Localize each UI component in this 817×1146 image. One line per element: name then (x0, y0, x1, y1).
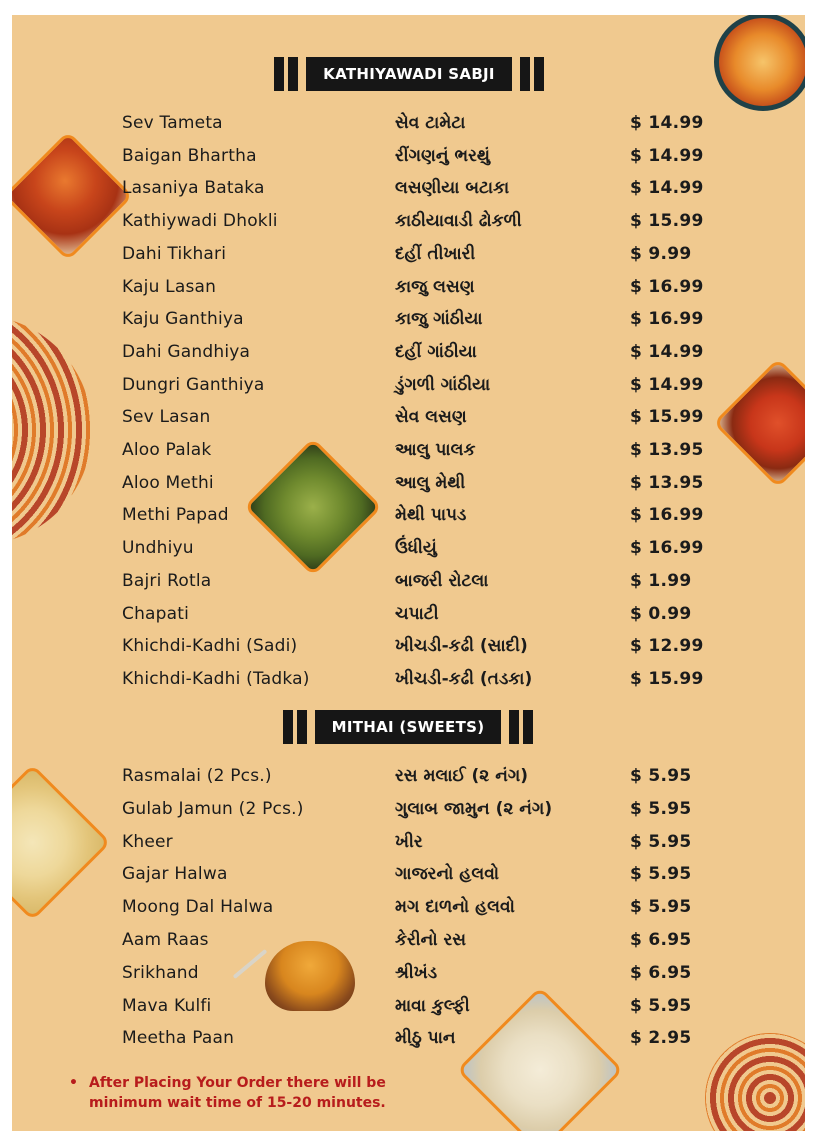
curry-bowl-photo (714, 15, 805, 111)
item-name-gujarati: ચપાટી (395, 603, 439, 624)
menu-item-row (12, 342, 805, 375)
item-name-gujarati: લસણીયા બટાકા (395, 178, 510, 199)
item-name-english: Baigan Bhartha (122, 145, 257, 166)
item-name-gujarati: બાજરી રોટલા (395, 570, 489, 591)
item-price: $ 15.99 (630, 211, 704, 232)
title-bar-decoration (509, 710, 519, 744)
item-name-gujarati: શ્રીખંડ (395, 962, 438, 983)
menu-item-row (12, 538, 805, 571)
item-price: $ 14.99 (630, 341, 704, 362)
item-name-gujarati: કેરીનો રસ (395, 930, 467, 950)
item-price: $ 16.99 (630, 276, 704, 297)
title-bar-decoration (283, 710, 293, 744)
menu-page (12, 15, 805, 1131)
item-name-gujarati: કાઠીયાવાડી ઢોકળી (395, 211, 522, 232)
item-name-english: Aloo Palak (122, 440, 212, 460)
item-name-gujarati: રીંગણનું ભરથું (395, 145, 490, 166)
title-bar-decoration (534, 57, 544, 91)
section-heading: KATHIYAWADI SABJI (306, 57, 512, 91)
item-name-english: Kathiywadi Dhokli (122, 211, 278, 232)
item-name-english: Lasaniya Bataka (122, 178, 265, 199)
item-price: $ 5.95 (630, 897, 692, 918)
item-name-english: Dahi Gandhiya (122, 341, 251, 362)
item-name-gujarati: મેથી પાપડ (395, 505, 467, 526)
menu-item-row (12, 636, 805, 669)
title-bar-decoration (523, 710, 533, 744)
item-price: $ 14.99 (630, 145, 704, 166)
item-price: $ 14.99 (630, 374, 704, 395)
item-name-english: Gajar Halwa (122, 864, 228, 885)
item-name-english: Rasmalai (2 Pcs.) (122, 766, 272, 786)
item-name-english: Mava Kulfi (122, 995, 212, 1016)
menu-item-row (12, 604, 805, 637)
menu-item-row (12, 799, 805, 832)
section-title-sabji (248, 57, 570, 91)
item-name-english: Meetha Paan (122, 1028, 235, 1049)
item-name-english: Dungri Ganthiya (122, 374, 265, 395)
menu-item-row (12, 766, 805, 799)
item-name-gujarati: દહીં ગાંઠીયા (395, 341, 477, 362)
menu-item-row (12, 277, 805, 310)
item-name-gujarati: સેવ ટામેટા (395, 113, 466, 133)
item-name-gujarati: કાજુ લસણ (395, 276, 475, 297)
note-text: After Placing Your Order there will be minimum wait time of 15-20 minutes. (89, 1075, 386, 1111)
title-bar-decoration (297, 710, 307, 744)
item-name-gujarati: ગાજરનો હલવો (395, 864, 500, 885)
item-price: $ 0.99 (630, 603, 692, 624)
item-name-english: Srikhand (122, 962, 199, 983)
item-name-gujarati: મીઠુ પાન (395, 1028, 456, 1049)
menu-item-row (12, 963, 805, 996)
item-price: $ 16.99 (630, 309, 704, 330)
item-name-gujarati: ખીચડી-કઢી (સાદી) (395, 636, 528, 657)
item-name-gujarati: દહીં તીખારી (395, 243, 476, 264)
item-price: $ 6.95 (630, 962, 692, 983)
item-name-gujarati: ખીર (395, 831, 423, 852)
menu-item-row (12, 146, 805, 179)
item-price: $ 16.99 (630, 505, 704, 526)
menu-item-row (12, 244, 805, 277)
order-wait-note (69, 1073, 429, 1113)
menu-item-row (12, 113, 805, 146)
item-name-gujarati: ગુલાબ જામુન (૨ નંગ) (395, 798, 553, 819)
item-name-english: Kaju Lasan (122, 276, 217, 297)
item-price: $ 5.95 (630, 766, 692, 786)
item-name-english: Aloo Methi (122, 472, 214, 493)
item-price: $ 9.99 (630, 243, 692, 264)
menu-item-row (12, 864, 805, 897)
item-name-gujarati: મગ દાળનો હલવો (395, 897, 515, 918)
item-price: $ 5.95 (630, 831, 692, 852)
title-bar-decoration (274, 57, 284, 91)
item-name-english: Aam Raas (122, 930, 209, 950)
bullet-icon: • (69, 1075, 78, 1091)
item-name-gujarati: આલુ પાલક (395, 440, 476, 460)
item-price: $ 14.99 (630, 113, 704, 133)
menu-item-row (12, 211, 805, 244)
item-name-english: Moong Dal Halwa (122, 897, 274, 918)
item-price: $ 13.95 (630, 440, 704, 460)
section-heading: MITHAI (SWEETS) (315, 710, 502, 744)
item-name-english: Bajri Rotla (122, 570, 212, 591)
item-name-english: Khichdi-Kadhi (Tadka) (122, 668, 310, 689)
menu-item-row (12, 407, 805, 440)
section-title-mithai (260, 710, 556, 744)
item-name-english: Sev Lasan (122, 407, 211, 428)
menu-item-row (12, 1028, 805, 1061)
menu-item-row (12, 897, 805, 930)
item-name-english: Kaju Ganthiya (122, 309, 244, 330)
item-name-english: Sev Tameta (122, 113, 223, 133)
item-name-gujarati: માવા કુલ્ફી (395, 995, 470, 1016)
item-price: $ 12.99 (630, 636, 704, 657)
menu-item-row (12, 571, 805, 604)
item-price: $ 5.95 (630, 798, 692, 819)
item-price: $ 6.95 (630, 930, 692, 950)
item-price: $ 5.95 (630, 864, 692, 885)
menu-item-row (12, 669, 805, 702)
item-price: $ 5.95 (630, 995, 692, 1016)
item-name-gujarati: કાજુ ગાંઠીયા (395, 309, 483, 330)
item-name-gujarati: આલુ મેથી (395, 472, 466, 493)
item-price: $ 1.99 (630, 570, 692, 591)
item-name-gujarati: ઉંધીયું (395, 538, 437, 559)
item-price: $ 15.99 (630, 407, 704, 428)
item-name-english: Undhiyu (122, 538, 194, 559)
menu-item-row (12, 440, 805, 473)
menu-item-row (12, 832, 805, 865)
item-price: $ 2.95 (630, 1028, 692, 1049)
menu-item-row (12, 178, 805, 211)
item-price: $ 13.95 (630, 472, 704, 493)
menu-item-row (12, 309, 805, 342)
title-bar-decoration (288, 57, 298, 91)
item-price: $ 15.99 (630, 668, 704, 689)
item-name-english: Khichdi-Kadhi (Sadi) (122, 636, 298, 657)
item-name-gujarati: રસ મલાઈ (૨ નંગ) (395, 766, 529, 786)
item-name-gujarati: ખીચડી-કઢી (તડકા) (395, 668, 533, 689)
menu-item-row (12, 473, 805, 506)
item-name-gujarati: ડુંગળી ગાંઠીયા (395, 374, 491, 395)
item-price: $ 14.99 (630, 178, 704, 199)
item-name-gujarati: સેવ લસણ (395, 407, 467, 428)
menu-item-row (12, 375, 805, 408)
menu-item-row (12, 996, 805, 1029)
menu-item-row (12, 930, 805, 963)
item-price: $ 16.99 (630, 538, 704, 559)
item-name-english: Chapati (122, 603, 190, 624)
item-name-english: Methi Papad (122, 505, 229, 526)
menu-item-row (12, 505, 805, 538)
item-name-english: Kheer (122, 831, 173, 852)
item-name-english: Dahi Tikhari (122, 243, 227, 264)
item-name-english: Gulab Jamun (2 Pcs.) (122, 798, 304, 819)
title-bar-decoration (520, 57, 530, 91)
